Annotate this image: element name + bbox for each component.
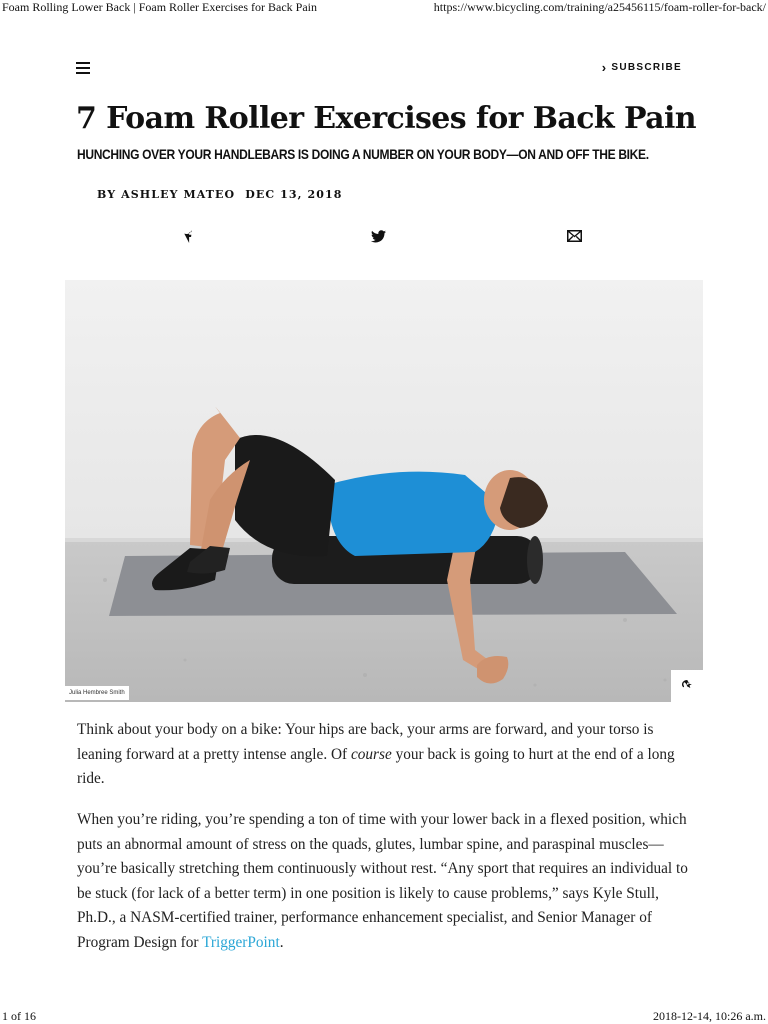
- triggerpoint-link[interactable]: TriggerPoint: [202, 933, 280, 951]
- article-paragraph: When you’re riding, you’re spending a ton of time with your lower back in a flexed position, which puts an abnormal amount of stress on the quads, glutes, lumbar spine, and paraspinal muscles—you’re basically stretching them continuously without rest. “Any sport that requires an individual to be stuck (for lack of a better term) in one position is likely to cause problems,” says Kyle Stull, Ph.D., a NASM-certified trainer, performance enhancement specialist, and Senior Manager of Program Design for TriggerPoint.: [77, 811, 688, 951]
- pinterest-icon: [682, 680, 692, 693]
- twitter-share-button[interactable]: [370, 228, 386, 244]
- facebook-icon: [184, 230, 192, 243]
- subscribe-label: SUBSCRIBE: [611, 62, 682, 73]
- image-credit: Julia Hembree Smith: [65, 686, 129, 700]
- menu-icon[interactable]: [76, 61, 90, 74]
- email-share-button[interactable]: [566, 228, 582, 244]
- print-page-number: 1 of 16: [2, 1009, 36, 1023]
- subscribe-link[interactable]: [601, 59, 682, 75]
- article-dek: HUNCHING OVER YOUR HANDLEBARS IS DOING A NUMBER ON YOUR BODY—ON AND OFF THE BIKE.: [77, 146, 649, 162]
- hero-image: [65, 280, 703, 702]
- byline: [97, 188, 343, 201]
- print-page-title: Foam Rolling Lower Back | Foam Roller Exercises for Back Pain: [2, 0, 318, 14]
- foam-roller-bridge-photo: [65, 280, 703, 702]
- twitter-icon: [371, 230, 386, 243]
- author: BY ASHLEY MATEO: [97, 188, 236, 201]
- print-page-url: https://www.bicycling.com/training/a25456115/foam-roller-for-back/: [433, 0, 766, 14]
- article-paragraph: Think about your body on a bike: Your hips are back, your arms are forward, and your torso is leaning forward at a pretty intense angle. Of course your back is going to hurt at the end of a long ride.: [77, 721, 675, 788]
- publish-date: DEC 13, 2018: [245, 188, 343, 201]
- mail-icon: [567, 230, 582, 242]
- facebook-share-button[interactable]: [180, 228, 196, 244]
- article-title: 7 Foam Roller Exercises for Back Pain: [76, 101, 696, 136]
- print-timestamp: 2018-12-14, 10:26 a.m.: [653, 1009, 766, 1023]
- pinterest-share-button[interactable]: [671, 670, 703, 702]
- chevron-right-icon: ›: [601, 59, 608, 75]
